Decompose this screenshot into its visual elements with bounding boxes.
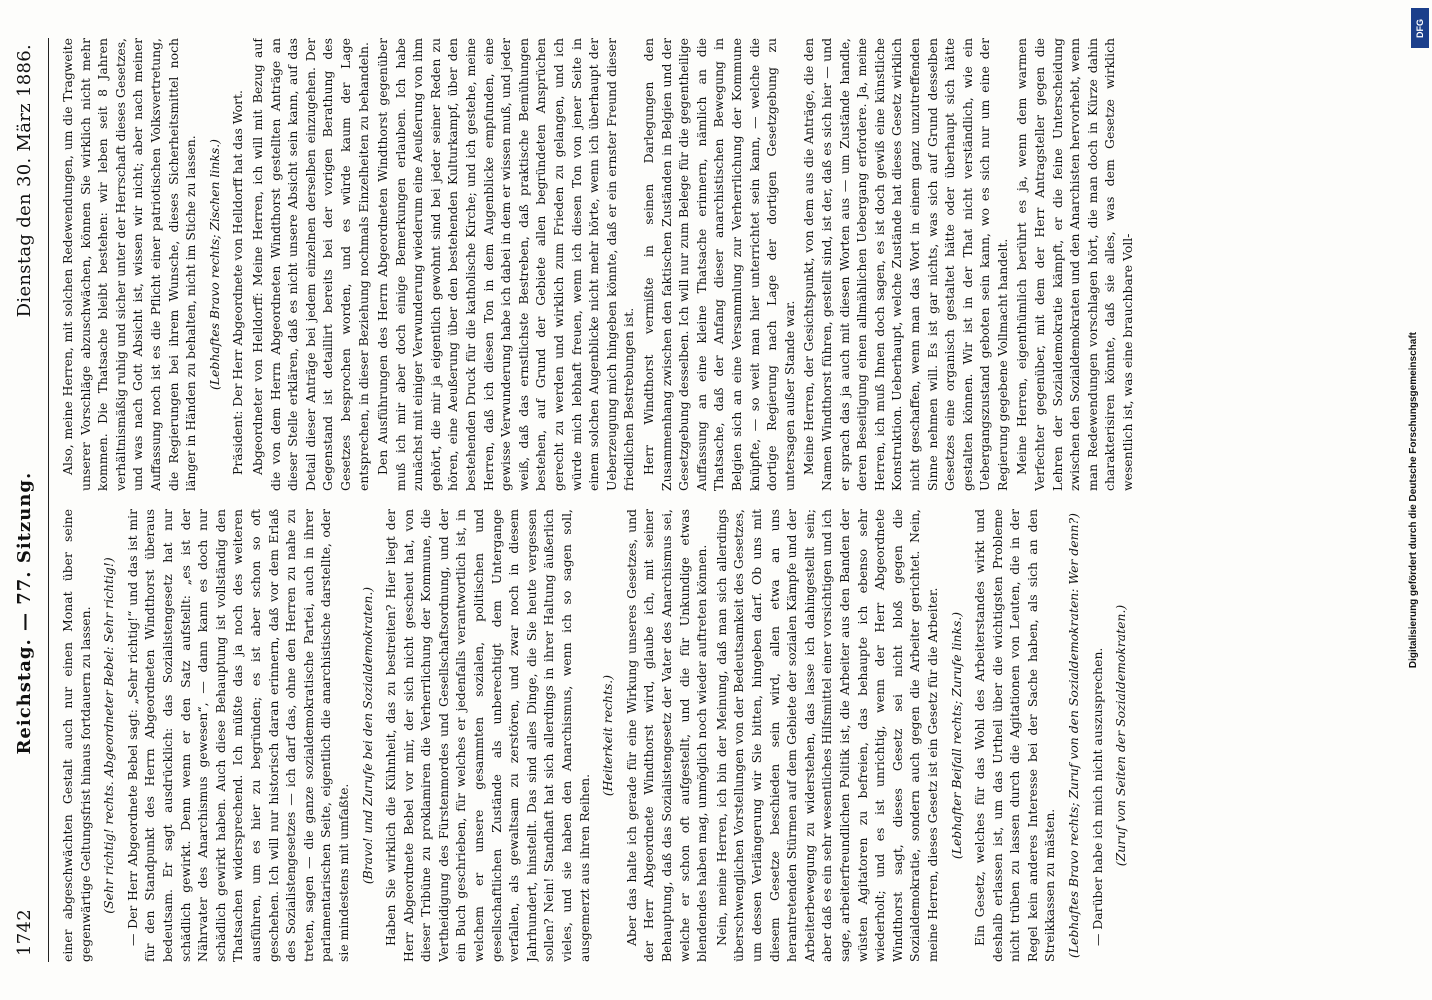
session-date: Dienstag den 30. März 1886. [14, 44, 35, 318]
paragraph: Herr Windthorst vermißte in seinen Darlegungen den Zusammenhang zwischen den faktischen Zuständen in Belgien und der Gesetzgebung desselben. Ich will nur zum Belege für die gegentheilige Auffassung an eine kleine Thatsache erinnern, nämlich an die Thatsache, daß der Anfang dieser anarchistischen Bewegung in Belgien sich an eine Versammlung zur Verherrlichung der Kommune knüpfte, — so weit man hier unterrichtet sein kann, — welche die dortige Regierung nach Lage der dortigen Gesetzgebung zu untersagen außer Stande war. [641, 38, 797, 491]
interjection: (Heiterkeit rechts.) [600, 674, 616, 797]
page-number: 1742 [14, 908, 35, 956]
paragraph: Ein Gesetz, welches für das Wohl des Arbeiterstandes wirkt und deshalb erlassen ist, um das Urtheil über die wichtigsten Probleme nicht trüben zu lassen durch die Agitationen von Leuten, die in der Regel kein anderes Interesse bei der Sache haben, als sich an den Streikkassen zu mästen. [972, 509, 1058, 962]
provenance-note [1398, 8, 1428, 993]
paragraph: — Der Herr Abgeordnete Bebel sagt: „Sehr richtig!“ und das ist mir für den Standpunkt des Herrn Abgeordneten Windthorst überaus bedeutsam. Er sagt ausdrücklich: das Sozialistengesetz hat nur schädlich gewirkt. Denn wenn er den Satz aufstellt: „es ist der Nährvater des Anarchismus gewesen“, — dann kann es doch nur schädlich gewirkt haben. Auch diese Behauptung ist vollständig den Thatsachen widersprechend. Ich müßte das ja noch des weiteren ausführen, um es hier zu begründen; es ist aber schon so oft geschehen. Ich will nur historisch daran erinnern, daß vor dem Erlaß des Sozialistengesetzes — ich darf das, ohne den Herren zu nahe zu treten, sagen — die ganze sozialdemokratische Partei, auch in ihrer parlamentarischen Seite, eigentlich die anarchistische darstellte, oder sie mindestens mit umfaßte. [124, 509, 351, 962]
session-title: Reichstag. — 77. Sitzung. [14, 471, 35, 755]
paragraph: Also, meine Herren, mit solchen Redewendungen, um die Tragweite unserer Vorschläge abzuschwächen, können Sie wirklich nicht mehr kommen. Die Thatsache bleibt bestehen: wir leben seit 8 Jahren verhältnismäßig ruhig und sicher unter der Herrschaft dieses Gesetzes, und was nach Gott Absicht ist, wissen wir nicht; aber nach meiner Auffassung noch ist es die Pflicht einer patriotischen Volksvertretung, die Regierungen bei ihrem Wunsche, dieses Sicherheitsmittel noch länger in Händen zu behalten, nicht im Stiche zu lassen. [60, 38, 199, 491]
interjection: (Sehr richtig! rechts. Abgeordneter Bebel: Sehr richtig!) [101, 557, 117, 914]
paragraph: Den Ausführungen des Herrn Abgeordneten Windthorst gegenüber muß ich mir aber doch einige Bemerkungen erlauben. Ich habe zunächst mit einiger Verwunderung wiederum eine Aeußerung von ihm gehört, die mir ja eigentlich gewohnt sind bei jeder seiner Reden zu hören, eine Aeußerung über den bestehenden Kulturkampf, über den bestehenden Druck für die katholische Kirche; und ich gestehe, meine Herren, daß ich diesen Ton in dem Augenblicke empfunden, eine gewisse Verwunderung habe ich dabei in dem er wissen muß, und jeder weiß, daß das ernstlichste Bestreben, daß praktische Bemühungen bestehen, auf Grund der Gebiete allen begründeten Ansprüchen gerecht zu werden und wirklich zum Frieden zu gelangen, und ich würde mich lebhaft freuen, wenn ich diesen Ton von jener Seite in einem solchen Augenblicke nicht mehr hörte, wenn ich überhaupt der Ueberzeugung mich hingeben könnte, daß er ein ernster Freund dieser friedlichen Bestrebungen ist. [375, 38, 637, 491]
paragraph: Aber das halte ich gerade für eine Wirkung unseres Gesetzes, und der Herr Abgeordnete Windthorst wird, glaube ich, mit seiner Behauptung, daß das Sozialistengesetz der Vater des Anarchismus sei, welche er schon oft aufgestellt, und die für Unkundige etwas blendendes haben mag, unmöglich noch wieder auftreten können. [623, 509, 710, 962]
left-column [59, 509, 1369, 962]
dfg-logo [1411, 8, 1429, 48]
interjection: (Lebhaftes Bravo rechts; Zuruf von den Sozialdemokraten: Wer denn?) [1066, 513, 1082, 959]
right-column [59, 38, 1369, 491]
paragraph: Präsident: Der Herr Abgeordnete von Helldorff hat das Wort. [230, 90, 246, 475]
interjection: (Lebhafter Beifall rechts; Zurufe links.) [948, 611, 964, 860]
interjection: (Lebhaftes Bravo rechts; Zischen links.) [206, 139, 222, 390]
paragraph: Nein, meine Herren, ich bin der Meinung, daß man sich allerdings überschwenglichen Vorstellungen von der Bedeutsamkeit des Gesetzes, um dessen Verlängerung wir Sie bitten, hingeben darf. Ob uns mit diesem Gesetze beschieden sein wird, allen etwa an uns herantretenden Stürmen auf dem Gebiete der sozialen Kämpfe und der Arbeiterbewegung zu widerstehen, das lasse ich dahingestellt sein; aber daß es ein sehr wesentliches Hilfsmittel einer vorsichtigen und ich sage, arbeiterfreundlichen Politik ist, die Arbeiter aus den Banden der wüsten Agitatoren zu befreien, das behaupte ich ebenso sehr wiederholt; und es ist unrichtig, wenn der Herr Abgeordnete Windthorst sagt, dieses Gesetz sei nicht bloß gegen die Sozialdemokratie, sondern auch gegen die Arbeiter gerichtet. Nein, meine Herren, dieses Gesetz ist ein Gesetz für die Arbeiter. [713, 509, 940, 962]
interjection: (Bravo! und Zurufe bei den Sozialdemokraten.) [359, 586, 375, 885]
interjection: (Zuruf von Seiten der Sozialdemokraten.) [1113, 604, 1129, 867]
text-columns [59, 38, 1369, 962]
provenance-text: Digitalisierung gefördert durch die Deutsche Forschungsgemeinschaft [1407, 332, 1419, 669]
paragraph: — Darüber habe ich mich nicht auszusprechen. [1089, 647, 1105, 946]
page-header [14, 38, 49, 962]
paragraph: Meine Herren, der Gesichtspunkt, von dem aus die Anträge, die den Namen Windthorst führen, gestellt sind, ist der, daß es sich hier — und er sprach das ja auch mit diesen Worten aus — um Zustände handle, deren Beseitigung einen allmählichen Uebergang erfordere. Ja, meine Herren, ich muß Ihnen doch sagen, es ist doch gewiß eine künstliche Konstruktion. Ueberhaupt, welche Zustände hat dieses Gesetz wirklich nicht geschaffen, wenn man das Wort in einem ganz unzutreffenden Sinne nehmen will. Es ist gar nichts, was sich auf Grund desselben Gesetzes eine organisch gestaltet hätte oder überhaupt sich hätte gestalten können. Wir ist in der That nicht verständlich, wie ein Uebergangszustand geboten sein kann, wo es sich nur um eine der Regierung gegebene Vollmacht handelt. [801, 38, 1010, 491]
paragraph: einer abgeschwächten Gestalt auch nur einen Monat über seine gegenwärtige Geltungsfrist hinaus fortdauern zu lassen. [60, 509, 93, 962]
paragraph: Haben Sie wirklich die Kühnheit, das zu bestreiten? Hier liegt der Herr Abgeordnete Bebel vor mir, der sich nicht gescheut hat, von dieser Tribüne zu proklamiren die Verherrlichung der Kommune, die Vertheidigung des Fürstenmordes und Gesellschaftsordnung, und der ein Buch geschrieben, für welches er jedenfalls verantwortlich ist, in welchem er unsere gesammten sozialen, politischen und gesellschaftlichen Zustände als unberechtigt dem Untergange verfallen, als gewaltsam zu zerstören, und zwar noch in diesem Jahrhundert, hinstellt. Das sind alles Dinge, die Sie heute vergessen sollen? Nein! Standhaft hat sich allerdings in ihrer Haltung äußerlich vieles, und sie haben den Anarchismus, wenn ich so sagen soll, ausgemerzt aus ihren Reihen. [383, 509, 592, 962]
paragraph: Abgeordneter von Helldorff: Meine Herren, ich will mit Bezug auf die von dem Herrn Abgeordneten Windthorst gestellten Anträge an dieser Stelle erklären, daß es nicht unsere Absicht sein kann, auf das Detail dieser Anträge bei jedem einzelnen derselben einzugehen. Der Gegenstand ist detaillirt bereits bei der vorigen Berathung des Gesetzes besprochen worden, und es würde kaum der Lage entsprechen, in dieser Beziehung nochmals Einzelheiten zu behandeln. [249, 38, 371, 491]
dfg-logo-text: DFG [1415, 18, 1425, 38]
paragraph: Meine Herren, eigenthümlich berührt es ja, wenn dem warmen Verfechter gegenüber, mit dem der Herr Antragsteller gegen die Lehren der Sozialdemokratie kämpft, er die feine Unterscheidung zwischen den Sozialdemokraten und den Anarchisten hervorhebt, wenn man Redewendungen vorschlagen hört, die man doch in Kürze dahin charakterisiren könnte, daß sie alles, was dem Gesetze wirklich wesentlich ist, was eine brauchbare Voll- [1014, 38, 1136, 491]
